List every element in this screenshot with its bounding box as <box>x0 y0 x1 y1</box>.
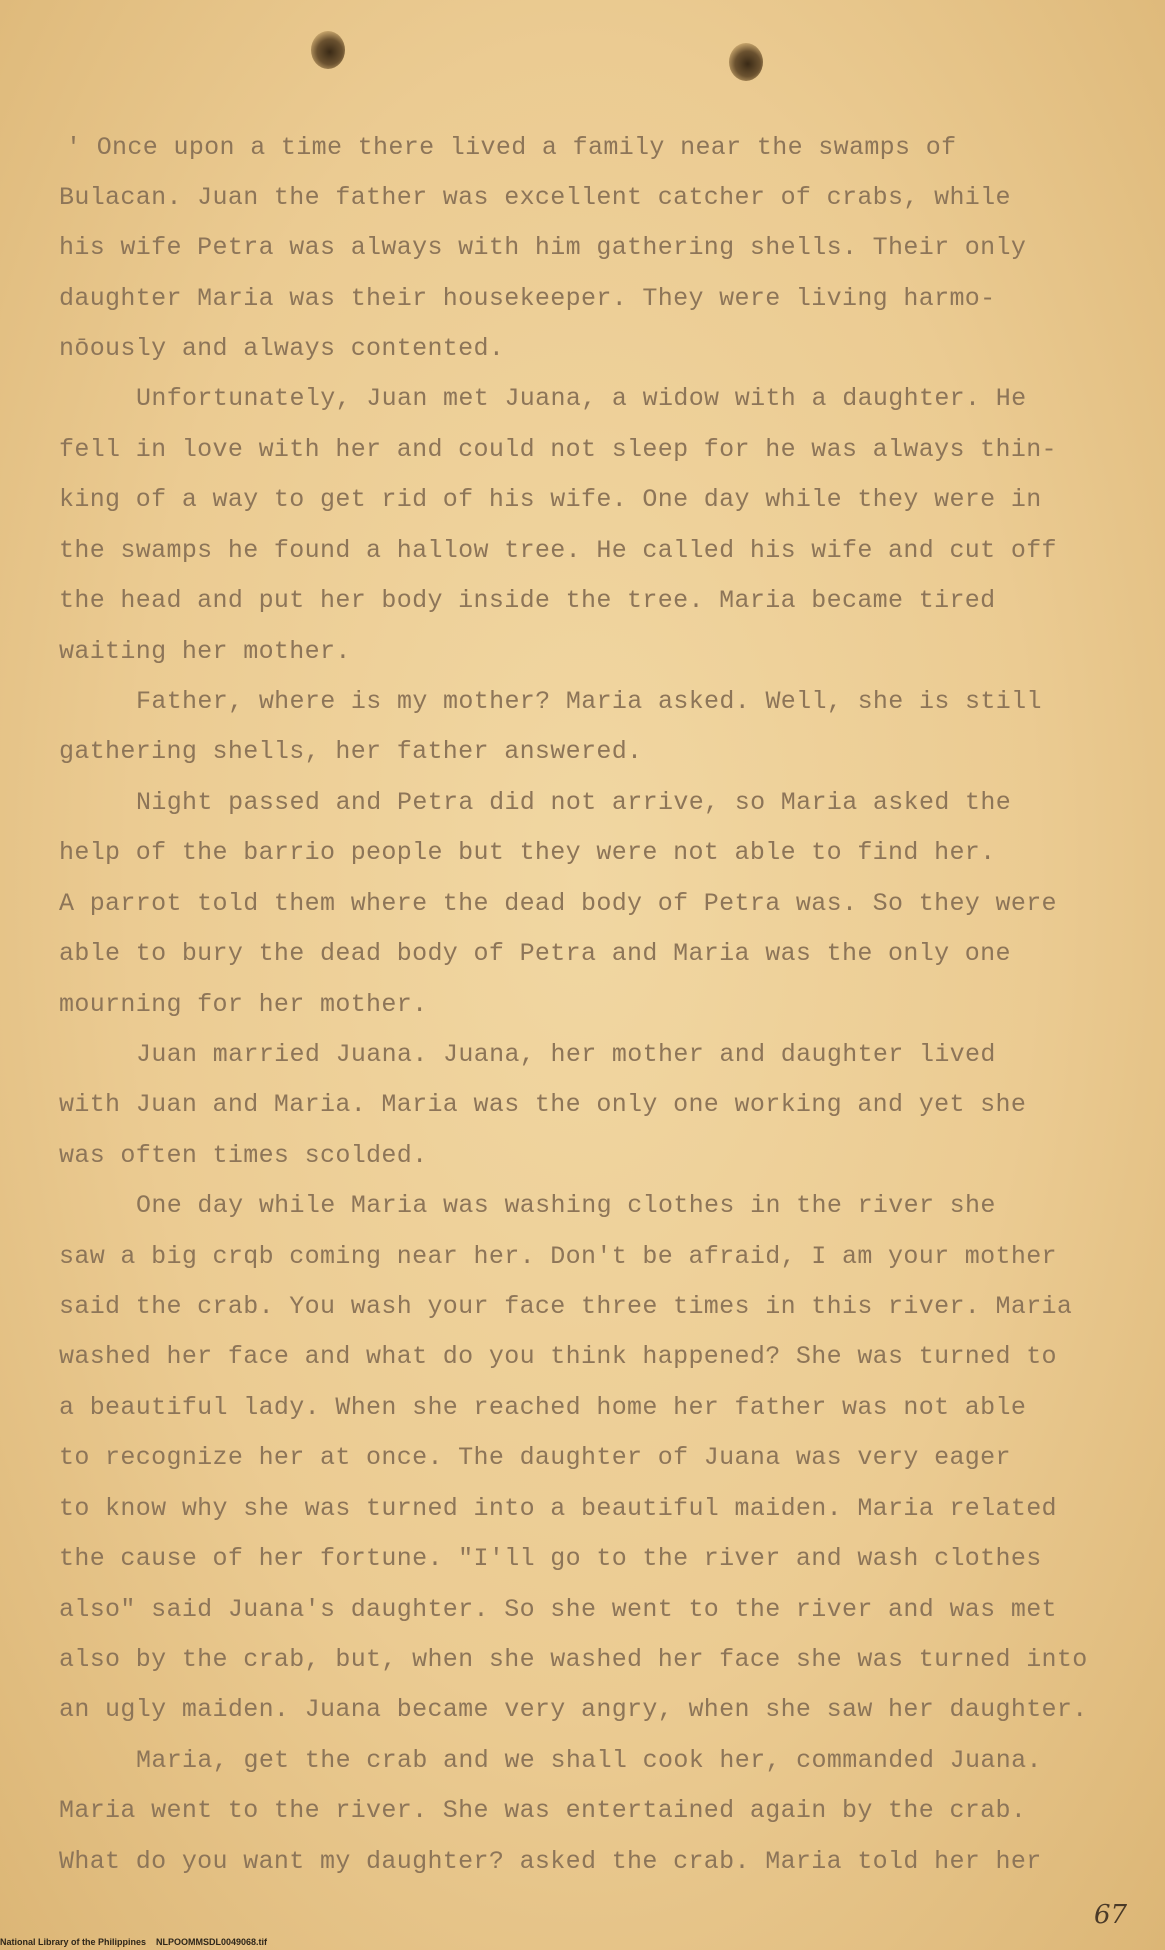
text-line: the cause of her fortune. "I'll go to the river and wash clothes <box>59 1544 1042 1573</box>
text-line: Unfortunately, Juan met Juana, a widow with a daughter. He <box>136 384 1027 413</box>
text-line: ' Once upon a time there lived a family near the swamps of <box>66 133 957 162</box>
text-line: nōously and always contented. <box>59 334 505 363</box>
text-line: to recognize her at once. The daughter of Juana was very eager <box>59 1443 1011 1472</box>
text-line: able to bury the dead body of Petra and Maria was the only one <box>59 939 1011 968</box>
text-line: saw a big crqb coming near her. Don't be afraid, I am your mother <box>59 1242 1057 1271</box>
text-line: also by the crab, but, when she washed her face she was turned into <box>59 1645 1088 1674</box>
text-line: also" said Juana's daughter. So she went to the river and was met <box>59 1595 1057 1624</box>
text-line: washed her face and what do you think happened? She was turned to <box>59 1342 1057 1371</box>
text-line: help of the barrio people but they were not able to find her. <box>59 838 996 867</box>
text-line: A parrot told them where the dead body of Petra was. So they were <box>59 889 1057 918</box>
text-line: his wife Petra was always with him gathering shells. Their only <box>59 233 1027 262</box>
scan-footer: National Library of the Philippines NLPOOMMSDL0049068.tif <box>0 1937 268 1947</box>
text-line: mourning for her mother. <box>59 990 428 1019</box>
text-line: Maria went to the river. She was entertained again by the crab. <box>59 1796 1027 1825</box>
text-line: Night passed and Petra did not arrive, so Maria asked the <box>136 788 1012 817</box>
text-line: Juan married Juana. Juana, her mother and daughter lived <box>136 1040 996 1069</box>
text-line: Maria, get the crab and we shall cook her, commanded Juana. <box>136 1746 1042 1775</box>
punch-hole <box>729 43 763 81</box>
text-line: said the crab. You wash your face three times in this river. Maria <box>59 1292 1073 1321</box>
text-line: Bulacan. Juan the father was excellent catcher of crabs, while <box>59 183 1011 212</box>
text-line: gathering shells, her father answered. <box>59 737 643 766</box>
text-line: daughter Maria was their housekeeper. They were living harmo- <box>59 284 996 313</box>
text-line: the head and put her body inside the tree. Maria became tired <box>59 586 996 615</box>
text-line: an ugly maiden. Juana became very angry, when she saw her daughter. <box>59 1695 1088 1724</box>
text-line: One day while Maria was washing clothes in the river she <box>136 1191 996 1220</box>
text-line: king of a way to get rid of his wife. One day while they were in <box>59 485 1042 514</box>
text-line: a beautiful lady. When she reached home her father was not able <box>59 1393 1027 1422</box>
text-line: What do you want my daughter? asked the crab. Maria told her her <box>59 1847 1042 1876</box>
text-line: fell in love with her and could not sleep for he was always thin- <box>59 435 1057 464</box>
text-line: Father, where is my mother? Maria asked. Well, she is still <box>136 687 1042 716</box>
text-line: to know why she was turned into a beautiful maiden. Maria related <box>59 1494 1057 1523</box>
page-number: 67 <box>1094 1900 1128 1930</box>
text-line: the swamps he found a hallow tree. He called his wife and cut off <box>59 536 1057 565</box>
text-line: was often times scolded. <box>59 1141 428 1170</box>
text-line: waiting her mother. <box>59 637 351 666</box>
punch-hole <box>311 31 345 69</box>
text-line: with Juan and Maria. Maria was the only one working and yet she <box>59 1090 1027 1119</box>
